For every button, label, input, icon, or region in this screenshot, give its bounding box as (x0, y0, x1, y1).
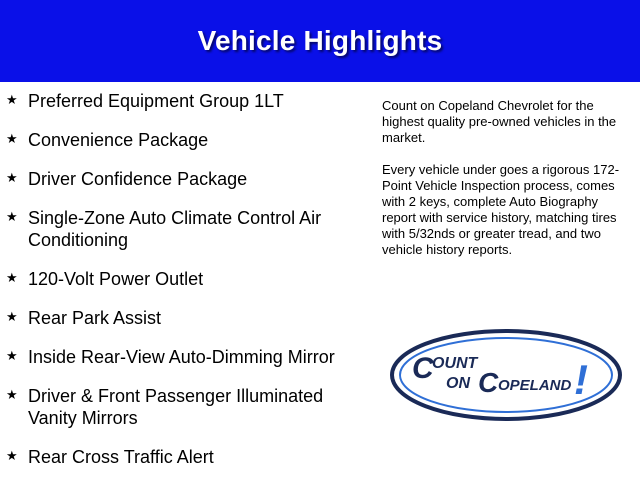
header-banner (0, 0, 640, 82)
list-item (6, 168, 356, 190)
feature-label: Convenience Package (28, 130, 209, 150)
logo-letter-c2: C (478, 367, 499, 398)
feature-label: Driver Confidence Package (28, 169, 248, 189)
feature-label: Single-Zone Auto Climate Control Air Conditioning (28, 208, 322, 250)
star-icon: ★ (6, 448, 18, 463)
feature-label: Rear Park Assist (28, 308, 162, 328)
list-item (6, 346, 356, 368)
logo-letter-c1: C (412, 352, 434, 385)
star-icon: ★ (6, 309, 18, 324)
list-item (6, 207, 356, 251)
count-on-copeland-logo (388, 326, 628, 424)
list-item (6, 446, 356, 468)
feature-label: Inside Rear-View Auto-Dimming Mirror (28, 347, 335, 367)
dealer-description (382, 98, 632, 274)
feature-label: Rear Cross Traffic Alert (28, 447, 214, 467)
logo-word-count: OUNT (432, 355, 478, 372)
inspection-text: Every vehicle under goes a rigorous 172-Point Vehicle Inspection process, comes with 2 keys, complete Auto Biography report with service history, matching tires with 5/32nds or greater tread, and two vehicle history reports. (382, 162, 620, 257)
list-item (6, 268, 356, 290)
feature-label: Preferred Equipment Group 1LT (28, 91, 284, 111)
list-item (6, 90, 356, 112)
logo-word-on: ON (446, 375, 470, 392)
feature-list (6, 90, 356, 485)
star-icon: ★ (6, 348, 18, 363)
star-icon: ★ (6, 92, 18, 107)
star-icon: ★ (6, 209, 18, 224)
star-icon: ★ (6, 170, 18, 185)
list-item (6, 129, 356, 151)
star-icon: ★ (6, 387, 18, 402)
star-icon: ★ (6, 270, 18, 285)
star-icon: ★ (6, 131, 18, 146)
page-title: Vehicle Highlights (197, 25, 443, 56)
logo-word-copeland: OPELAND (498, 377, 572, 394)
list-item (6, 385, 356, 429)
feature-label: 120-Volt Power Outlet (28, 269, 204, 289)
list-item (6, 307, 356, 329)
feature-label: Driver & Front Passenger Illuminated Vanity Mirrors (28, 386, 324, 428)
intro-text: Count on Copeland Chevrolet for the highest quality pre-owned vehicles in the market. (382, 98, 617, 145)
logo-exclamation: ! (574, 356, 588, 403)
